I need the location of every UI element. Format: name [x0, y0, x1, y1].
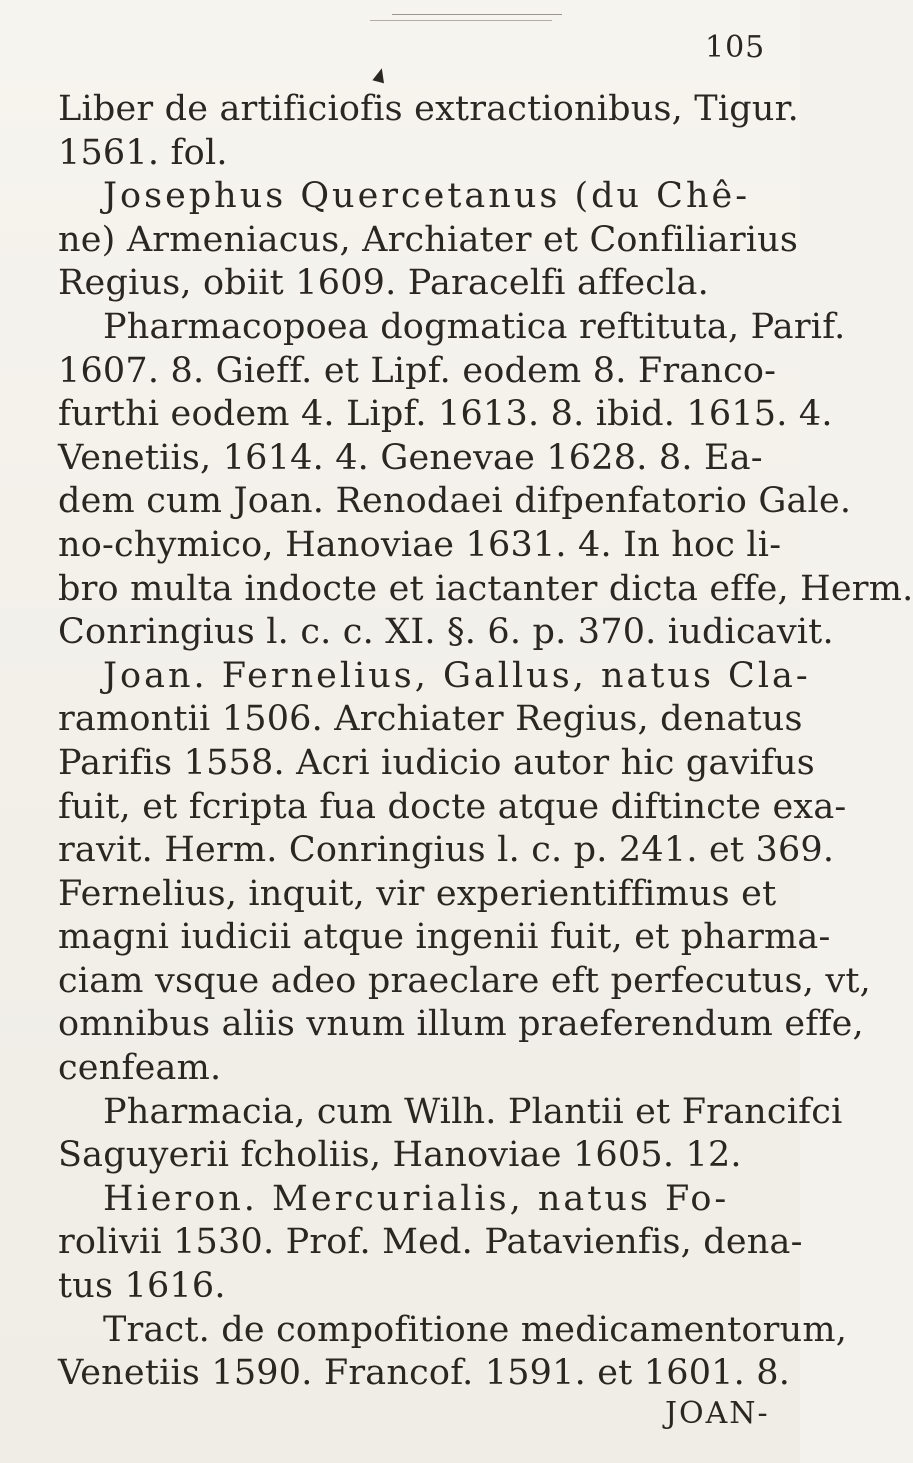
text-line: Venetiis 1590. Francof. 1591. et 1601. 8.	[58, 1353, 791, 1394]
text-line: ciam vsque adeo praeclare eft perfecutus, vt,	[58, 960, 871, 1001]
text-line: tus 1616.	[58, 1266, 226, 1307]
text-line: omnibus aliis vnum illum praeferendum effe,	[58, 1004, 864, 1045]
text-line: Pharmacia, cum Wilh. Plantii et Francifci	[103, 1091, 843, 1132]
body-text	[58, 88, 913, 1396]
entry-heading-quercetanus: Josephus Quercetanus (du Chê-	[103, 176, 751, 217]
text-line: Fernelius, inquit, vir experientiffimus et	[58, 873, 777, 914]
catchword: JOAN-	[665, 1396, 770, 1431]
entry-heading-mercurialis: Hieron. Mercurialis, natus Fo-	[103, 1178, 730, 1219]
text-line: Saguyerii fcholiis, Hanoviae 1605. 12.	[58, 1135, 742, 1176]
text-line: no-chymico, Hanoviae 1631. 4. In hoc li-	[58, 524, 782, 565]
text-line: Conringius l. c. c. XI. §. 6. p. 370. iudicavit.	[58, 612, 834, 653]
header-rule-lower	[370, 20, 552, 21]
text-line: cenfeam.	[58, 1048, 222, 1089]
text-line: ramontii 1506. Archiater Regius, denatus	[58, 699, 803, 740]
text-line: fuit, et fcripta fua docte atque diftincte exa-	[58, 786, 847, 827]
text-line: magni iudicii atque ingenii fuit, et pharma-	[58, 917, 831, 958]
text-line: Liber de artificiofis extractionibus, Tigur.	[58, 89, 799, 129]
entry-heading-fernelius: Joan. Fernelius, Gallus, natus Cla-	[103, 655, 811, 696]
text-line: ravit. Herm. Conringius l. c. p. 241. et 369.	[58, 830, 835, 871]
text-line: bro multa indocte et iactanter dicta effe, Herm.	[58, 568, 913, 609]
text-line: Tract. de compofitione medicamentorum,	[103, 1309, 848, 1350]
text-line: Venetiis, 1614. 4. Genevae 1628. 8. Ea-	[58, 437, 763, 478]
text-line: Pharmacopoea dogmatica reftituta, Parif.	[103, 306, 846, 347]
header-rule	[392, 14, 562, 15]
text-line: ne) Armeniacus, Archiater et Confiliarius	[58, 219, 799, 260]
text-line: Regius, obiit 1609. Paracelfi affecla.	[58, 263, 709, 304]
text-line: Parifis 1558. Acri iudicio autor hic gavifus	[58, 742, 815, 783]
text-line: furthi eodem 4. Lipf. 1613. 8. ibid. 1615. 4.	[58, 394, 833, 435]
page-number: 105	[705, 30, 766, 65]
text-line: 1607. 8. Gieff. et Lipf. eodem 8. Franco-	[58, 350, 777, 391]
text-line: 1561. fol.	[58, 132, 228, 173]
text-line: dem cum Joan. Renodaei difpenfatorio Gale.	[58, 481, 852, 522]
ink-mark	[372, 67, 387, 84]
text-line: rolivii 1530. Prof. Med. Patavienfis, dena-	[58, 1222, 803, 1263]
